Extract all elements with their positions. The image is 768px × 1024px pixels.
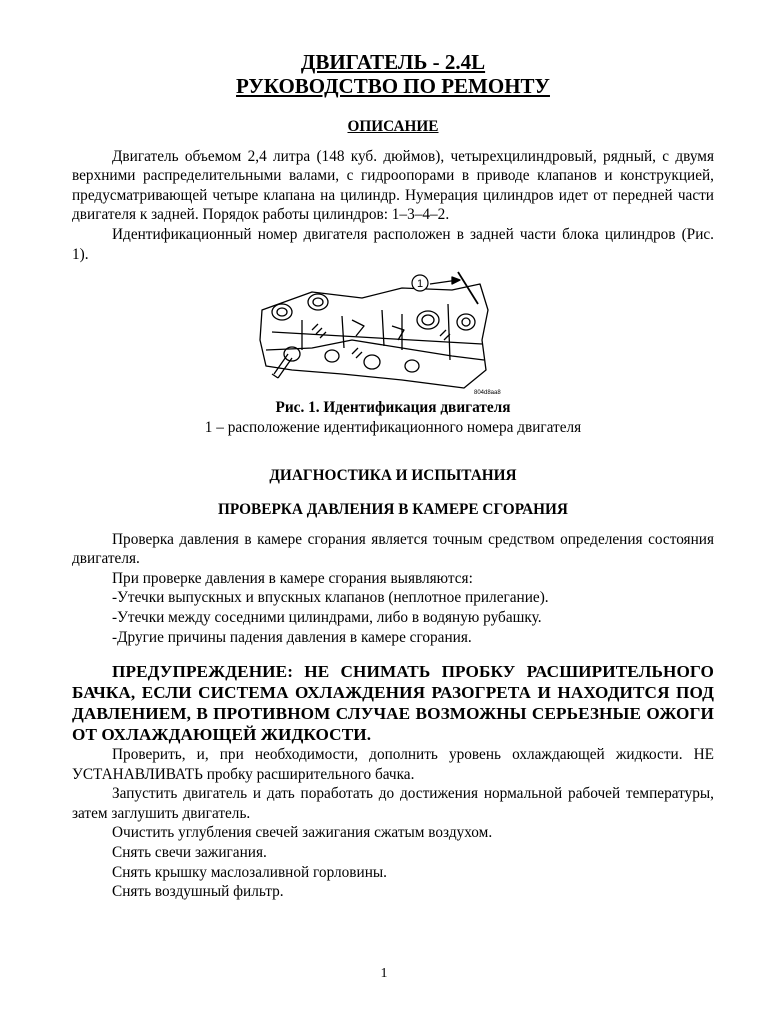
list-item: -Утечки между соседними цилиндрами, либо в водяную рубашку. — [112, 608, 542, 626]
procedure-step: Проверить, и, при необходимости, дополнить уровень охлаждающей жидкости. НЕ УСТАНАВЛИВАТЬ пробку расширительного бачка. — [72, 746, 714, 783]
page-number: 1 — [380, 966, 388, 981]
procedure-step: Снять свечи зажигания. — [112, 844, 267, 862]
figure-caption-text: 1 – расположение идентификационного номера двигателя — [204, 418, 582, 436]
document-page — [72, 50, 714, 902]
procedure-step: Очистить углубления свечей зажигания сжатым воздухом. — [112, 824, 493, 842]
procedure-step: Запустить двигатель и дать поработать до достижения нормальной рабочей температуры, затем заглушить двигатель. — [72, 785, 714, 822]
procedure-step: Снять воздушный фильтр. — [112, 883, 284, 901]
page-title-line1: ДВИГАТЕЛЬ - 2.4L — [300, 50, 486, 74]
engine-figure — [252, 270, 522, 398]
description-heading: ОПИСАНИЕ — [347, 118, 439, 135]
figure-caption-title: Рис. 1. Идентификация двигателя — [275, 399, 511, 417]
page-title-line2: РУКОВОДСТВО ПО РЕМОНТУ — [236, 74, 550, 98]
diagnostics-reveals: При проверке давления в камере сгорания выявляются: — [112, 569, 473, 587]
callout-number: 1 — [416, 278, 424, 291]
procedure-step: Снять крышку маслозаливной горловины. — [112, 863, 387, 881]
diagnostics-intro: Проверка давления в камере сгорания является точным средством определения состояния двигателя. — [72, 530, 714, 568]
figure-code: 804d8aa8 — [474, 390, 501, 397]
description-paragraph-2: Идентификационный номер двигателя расположен в задней части блока цилиндров (Рис. 1). — [72, 225, 714, 263]
engine-block-drawing — [252, 270, 522, 398]
diagnostics-heading: ДИАГНОСТИКА И ИСПЫТАНИЯ — [269, 467, 517, 485]
description-paragraph-1: Двигатель объемом 2,4 литра (148 куб. дюймов), четырехцилиндровый, рядный, с двумя верхними распределительными валами, с гидроопорами в приводе клапанов и конструкцией, предусматривающей четыре клапана на цилиндр. Нумерация цилиндров идет от передней части двигателя к задней. Порядок работы цилиндров: 1–3–4–2. — [72, 147, 714, 224]
warning-text: ПРЕДУПРЕЖДЕНИЕ: НЕ СНИМАТЬ ПРОБКУ РАСШИРИТЕЛЬНОГО БАЧКА, ЕСЛИ СИСТЕМА ОХЛАЖДЕНИЯ РАЗОГРЕТА И НАХОДИТСЯ ПОД ДАВЛЕНИЕМ, В ПРОТИВНОМ СЛУЧАЕ ВОЗМОЖНЫ СЕРЬЕЗНЫЕ ОЖОГИ ОТ ОХЛАЖДАЮЩЕЙ ЖИДКОСТИ. — [72, 662, 714, 745]
list-item: -Утечки выпускных и впускных клапанов (неплотное прилегание). — [112, 589, 549, 607]
list-item: -Другие причины падения давления в камере сгорания. — [112, 628, 472, 646]
compression-test-heading: ПРОВЕРКА ДАВЛЕНИЯ В КАМЕРЕ СГОРАНИЯ — [218, 500, 568, 518]
